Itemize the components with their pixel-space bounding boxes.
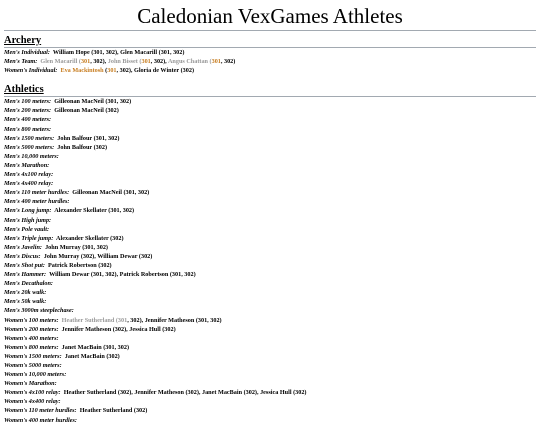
event-entry	[4, 252, 536, 261]
event-label: Women's 4x400 relay:	[4, 398, 61, 406]
athlete-text: John Murray (302), William Dewar (302)	[43, 252, 153, 260]
event-label: Women's 10,000 meters:	[4, 371, 67, 379]
athlete-text: John Murray (301, 302)	[45, 243, 108, 251]
event-label: Women's 4x100 relay:	[4, 389, 61, 397]
event-entry	[4, 197, 536, 206]
athlete-link[interactable]: Glen Macarill (	[40, 58, 81, 66]
event-entry	[4, 115, 536, 124]
event-label: Men's Hammer:	[4, 271, 47, 279]
event-entry	[4, 370, 536, 379]
athlete-text: Gilleonan MacNeil (302)	[54, 107, 119, 115]
event-entry	[4, 170, 536, 179]
event-entry	[4, 234, 536, 243]
event-label: Women's Individual:	[4, 67, 58, 75]
event-entry	[4, 316, 536, 325]
content	[4, 35, 536, 425]
athlete-link[interactable]: 301	[80, 58, 91, 66]
athlete-text: William Hope (301, 302), Glen Macarill (301, 302)	[52, 49, 185, 56]
athlete-text: , 302), Gloria de Winter (302)	[116, 67, 195, 75]
event-entry	[4, 397, 536, 406]
event-label: Women's 400 meters:	[4, 334, 59, 342]
event-label: Women's 1500 meters:	[4, 352, 62, 360]
event-entry	[4, 288, 536, 297]
athlete-text: Alexander Skellater (302)	[56, 234, 124, 242]
event-entry	[4, 261, 536, 270]
athlete-text: , 302),	[90, 58, 108, 66]
event-label: Men's 4x100 relay:	[4, 171, 54, 179]
event-entry	[4, 152, 536, 161]
athlete-text: , 302),	[150, 58, 168, 66]
event-entry	[4, 325, 536, 334]
athlete-link[interactable]: 301	[117, 316, 128, 324]
event-entry	[4, 297, 536, 306]
event-entry	[4, 143, 536, 152]
event-label: Men's Individual:	[4, 49, 50, 56]
athlete-link[interactable]: Angus Chattan (	[167, 58, 212, 66]
athlete-text: Janet MacBain (302)	[64, 352, 120, 360]
athlete-text: William Dewar (301, 302), Patrick Robertson (301, 302)	[49, 271, 196, 279]
athlete-link[interactable]: 301	[141, 58, 151, 66]
event-label: Men's 3000m steeplechase:	[4, 307, 74, 315]
event-entry	[4, 361, 536, 370]
event-label: Women's 110 meter hurdles:	[4, 407, 77, 415]
event-entry	[4, 279, 536, 288]
athlete-text: Heather Sutherland (302)	[79, 407, 148, 415]
event-label: Men's Javelin:	[4, 243, 42, 251]
event-label: Women's 400 meter hurdles:	[4, 416, 77, 424]
event-label: Men's 110 meter hurdles:	[4, 189, 70, 197]
event-label: Men's 10,000 meters:	[4, 152, 59, 160]
event-entry	[4, 306, 536, 315]
event-label: Men's 100 meters:	[4, 98, 52, 106]
event-label: Men's Team:	[4, 58, 38, 66]
event-entry	[4, 66, 536, 75]
athlete-text: Heather Sutherland (302), Jennifer Matheson (302), Janet MacBain (302), Jessica Hull (302)	[63, 389, 307, 397]
event-label: Women's 200 meters:	[4, 325, 59, 333]
event-entry	[4, 57, 536, 66]
event-label: Men's Triple jump:	[4, 234, 54, 242]
athlete-text: Patrick Robertson (302)	[48, 261, 112, 269]
event-label: Men's Decathalon:	[4, 280, 53, 288]
event-entry	[4, 406, 536, 415]
event-label: Men's 400 meters:	[4, 116, 52, 124]
athlete-text: Janet MacBain (301, 302)	[61, 343, 130, 351]
event-entry	[4, 352, 536, 361]
event-label: Men's Pole vault:	[4, 225, 50, 233]
event-entry	[4, 179, 536, 188]
event-entry	[4, 270, 536, 279]
event-entry	[4, 206, 536, 215]
athlete-text: John Balfour (301, 302)	[57, 134, 120, 142]
section-heading[interactable]: Archery	[4, 35, 536, 48]
event-entry	[4, 225, 536, 234]
event-label: Men's 200 meters:	[4, 107, 52, 115]
athlete-text: Alexander Skellater (301, 302)	[54, 207, 135, 215]
athlete-link[interactable]: 301	[211, 58, 221, 66]
event-entry	[4, 388, 536, 397]
event-label: Men's 400 meter hurdles:	[4, 198, 70, 206]
athlete-text: Jennifer Matheson (302), Jessica Hull (302)	[61, 325, 176, 333]
event-label: Men's 1500 meters:	[4, 134, 55, 142]
athlete-text: , 302)	[220, 58, 236, 66]
section-gap	[4, 75, 536, 80]
event-entry	[4, 243, 536, 252]
athlete-text: Gilleonan MacNeil (301, 302)	[54, 98, 132, 106]
event-entry	[4, 125, 536, 134]
event-label: Men's Marathon:	[4, 161, 50, 169]
event-entry	[4, 48, 536, 57]
event-label: Women's Marathon:	[4, 380, 57, 388]
page-title: Caledonian VexGames Athletes	[4, 3, 536, 31]
event-label: Men's Discus:	[4, 252, 41, 260]
athlete-link[interactable]: Heather Sutherland (	[61, 316, 118, 324]
event-label: Men's 800 meters:	[4, 125, 52, 133]
athlete-link[interactable]: 301	[107, 67, 117, 75]
event-label: Men's 5000 meters:	[4, 143, 55, 151]
event-entry	[4, 416, 536, 425]
event-entry	[4, 188, 536, 197]
event-list	[4, 48, 536, 75]
event-entry	[4, 134, 536, 143]
event-list	[4, 97, 536, 424]
event-label: Men's 4x400 relay:	[4, 180, 54, 188]
athlete-text: , 302), Jennifer Matheson (301, 302)	[127, 316, 222, 324]
athlete-link[interactable]: John Bisset (	[107, 58, 142, 66]
page	[0, 3, 540, 425]
event-label: Women's 5000 meters:	[4, 362, 62, 369]
event-entry	[4, 343, 536, 352]
athlete-text: Gilleonan MacNeil (301, 302)	[72, 189, 150, 197]
athlete-text: (	[103, 67, 108, 75]
athlete-link[interactable]: Eva Mackintosh	[60, 67, 104, 75]
event-entry	[4, 97, 536, 106]
event-label: Women's 800 meters:	[4, 343, 59, 351]
event-label: Men's 20k walk:	[4, 289, 47, 297]
event-entry	[4, 334, 536, 343]
event-label: Men's High jump:	[4, 216, 52, 224]
athlete-text: John Balfour (302)	[57, 143, 108, 151]
event-entry	[4, 216, 536, 225]
event-label: Men's 50k walk:	[4, 298, 47, 306]
event-label: Women's 100 meters:	[4, 316, 59, 324]
event-label: Men's Shot put:	[4, 261, 45, 269]
event-entry	[4, 106, 536, 115]
section-heading[interactable]: Athletics	[4, 84, 536, 97]
event-entry	[4, 379, 536, 388]
event-entry	[4, 161, 536, 170]
event-label: Men's Long jump:	[4, 207, 52, 215]
